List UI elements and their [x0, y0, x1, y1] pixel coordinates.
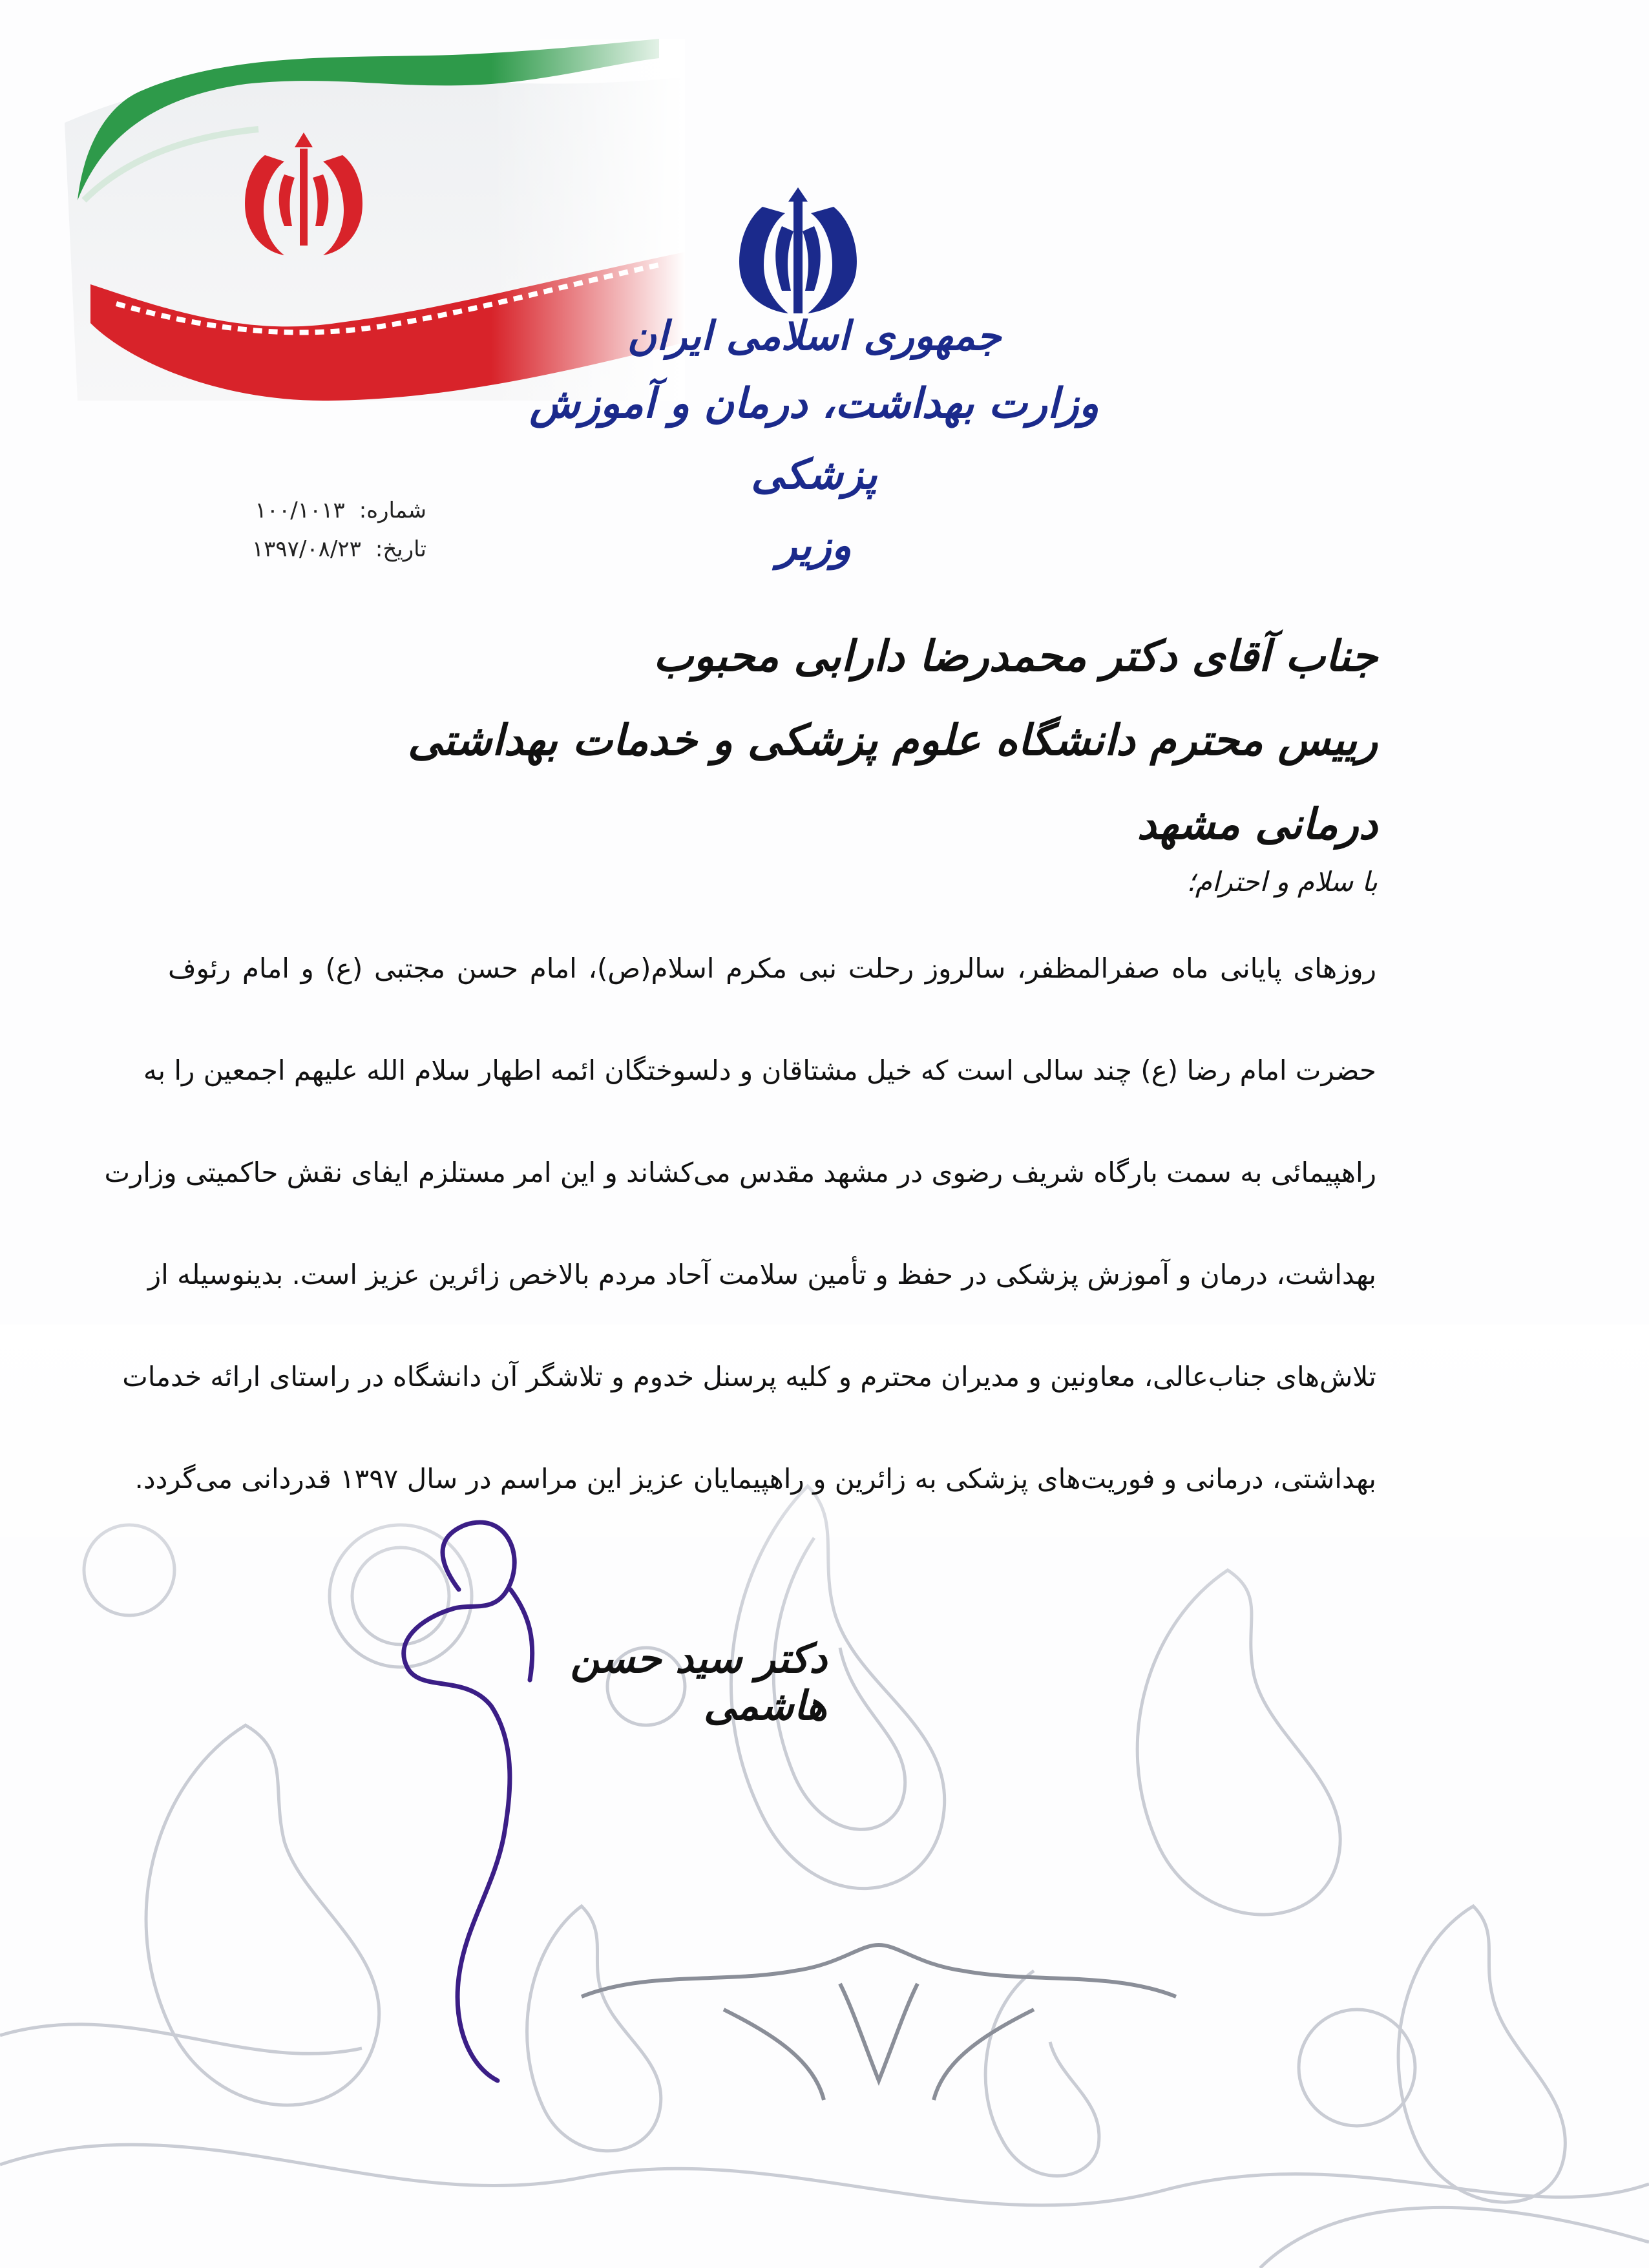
addressee-name: جناب آقای دکتر محمدرضا دارابی محبوب	[653, 631, 1378, 681]
letter-date-row	[213, 530, 426, 569]
ministry-name: وزارت بهداشت، درمان و آموزش پزشکی	[529, 379, 1099, 499]
date-value: ۱۳۹۷/۰۸/۲۳	[251, 536, 361, 562]
addressee	[279, 614, 1378, 866]
iran-emblem-icon	[724, 187, 872, 317]
body-line: بهداشتی، درمانی و فوریت‌های پزشکی به زائرین و راهپیمایان عزیز این مراسم در سال ۱۳۹۷ قدردانی می‌گردد.	[134, 1463, 1376, 1495]
letterhead	[491, 304, 1137, 582]
number-label: شماره:	[359, 498, 426, 523]
greeting: با سلام و احترام؛	[1186, 866, 1378, 898]
body-line: تلاش‌های جناب‌عالی، معاونین و مدیران محترم و کلیه پرسنل خدوم و تلاشگر آن دانشگاه در راستای ارائه خدمات	[122, 1361, 1376, 1392]
addressee-title: رییس محترم دانشگاه علوم پزشکی و خدمات بهداشتی درمانی مشهد	[407, 715, 1378, 849]
body-line: حضرت امام رضا (ع) چند سالی است که خیل مشتاقان و دلسوختگان ائمه اطهار سلام الله علیهم اجمعین را به	[143, 1055, 1376, 1086]
letter-number-row	[213, 491, 426, 530]
body-line: بهداشت، درمان و آموزش پزشکی در حفظ و تأمین سلامت آحاد مردم بالاخص زائرین عزیز است. بدینوسیله از	[147, 1259, 1376, 1290]
body-line: روزهای پایانی ماه صفرالمظفر، سالروز رحلت نبی مکرم اسلام(ص)، امام حسن مجتبی (ع) و امام رئوف	[168, 952, 1376, 984]
number-value: ۱۰۰/۱۰۱۳	[255, 498, 345, 523]
office-title: وزیر	[777, 521, 852, 570]
signatory-name: دکتر سید حسن هاشمی	[570, 1635, 827, 1729]
letter-body	[104, 918, 1376, 1530]
handwritten-signature	[362, 1512, 633, 2094]
date-label: تاریخ:	[375, 536, 426, 562]
letter-meta	[213, 491, 426, 569]
body-line: راهپیمائی به سمت بارگاه شریف رضوی در مشهد مقدس می‌کشاند و این امر مستلزم ایفای نقش حاکمیتی وزارت	[104, 1157, 1376, 1188]
country-name: جمهوری اسلامی ایران	[627, 312, 1002, 359]
